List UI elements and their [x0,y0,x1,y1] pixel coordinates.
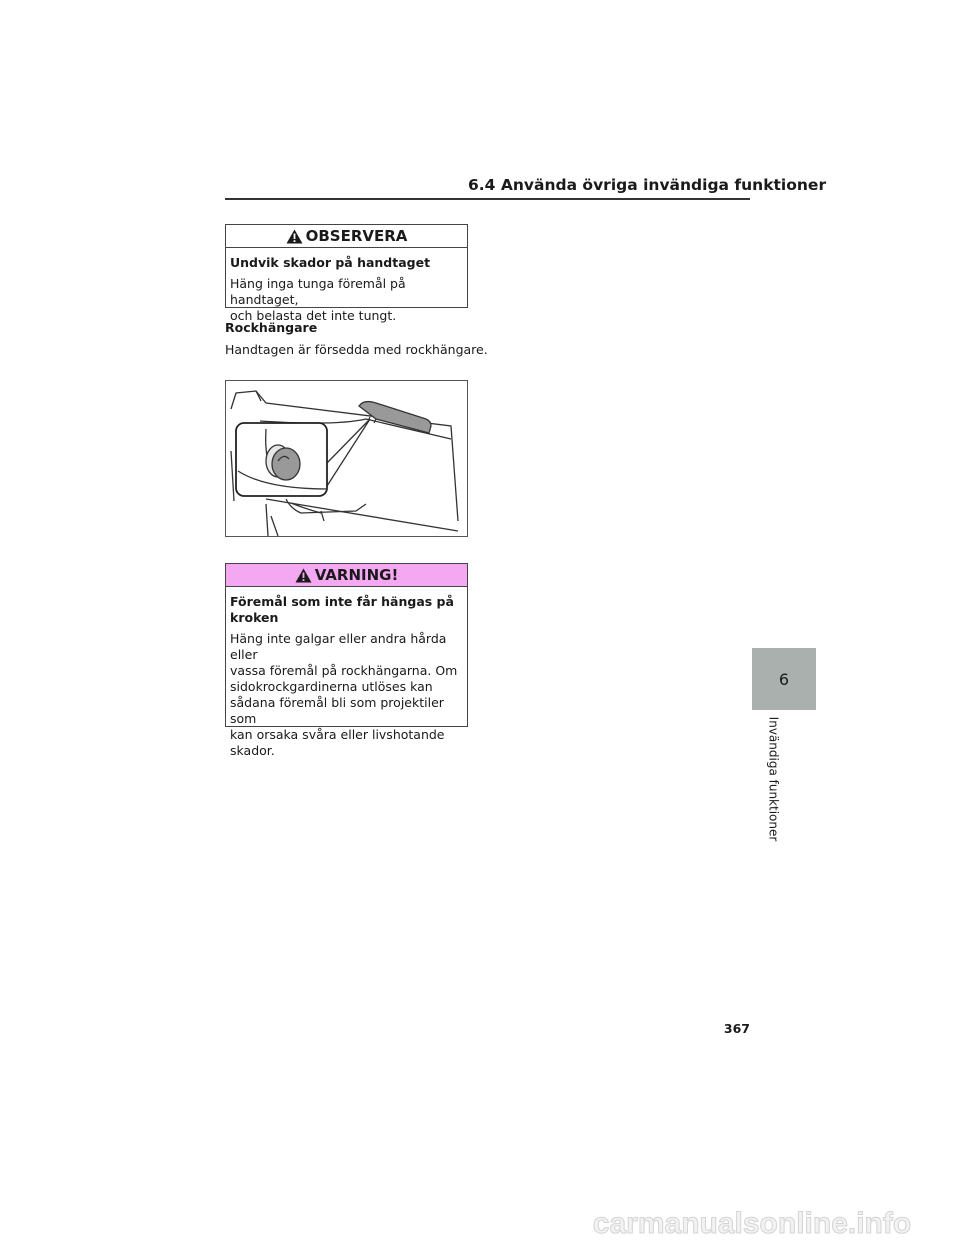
warning-line: sidokrockgardinerna utlöses kan [230,679,433,694]
chapter-number: 6 [778,669,790,689]
header-title: 6.4 Använda övriga invändiga funktioner [468,176,827,194]
watermark [560,1206,945,1240]
chapter-label [765,712,781,846]
warning-heading: VARNING! [314,566,399,584]
page-number: 367 [723,1021,750,1036]
warning-subtitle-line: kroken [230,610,279,625]
caution-header [226,225,467,248]
warning-triangle-icon [295,568,312,583]
section-text: Handtagen är försedda med rockhängare. [225,342,488,357]
warning-line: sådana föremål bli som projektiler som [230,695,444,726]
chapter-label-text: Invändiga funktioner [766,716,781,842]
caution-line: och belasta det inte tungt. [230,308,397,323]
caution-heading: OBSERVERA [305,227,408,245]
warning-header [226,564,467,587]
warning-line: vassa föremål på rockhängarna. Om [230,663,458,678]
chapter-tab [752,648,816,710]
warning-line: skador. [230,743,275,758]
warning-subtitle-line: Föremål som inte får hängas på [230,594,454,609]
warning-triangle-icon [286,229,303,244]
warning-line: Häng inte galgar eller andra hårda eller [230,631,447,662]
caution-subtitle: Undvik skador på handtaget [230,255,431,270]
caution-box [225,224,468,323]
watermark-text: carmanualsonline.info [592,1207,912,1240]
section-title: Rockhängare [225,320,318,335]
warning-box [225,563,468,758]
coat-hook-drawing [226,381,467,536]
warning-subtitle [230,594,463,626]
caution-line: Häng inga tunga föremål på handtaget, [230,276,406,307]
warning-line: kan orsaka svåra eller livshotande [230,727,445,742]
coat-hook-illustration [225,380,468,537]
header-rule [225,198,750,200]
